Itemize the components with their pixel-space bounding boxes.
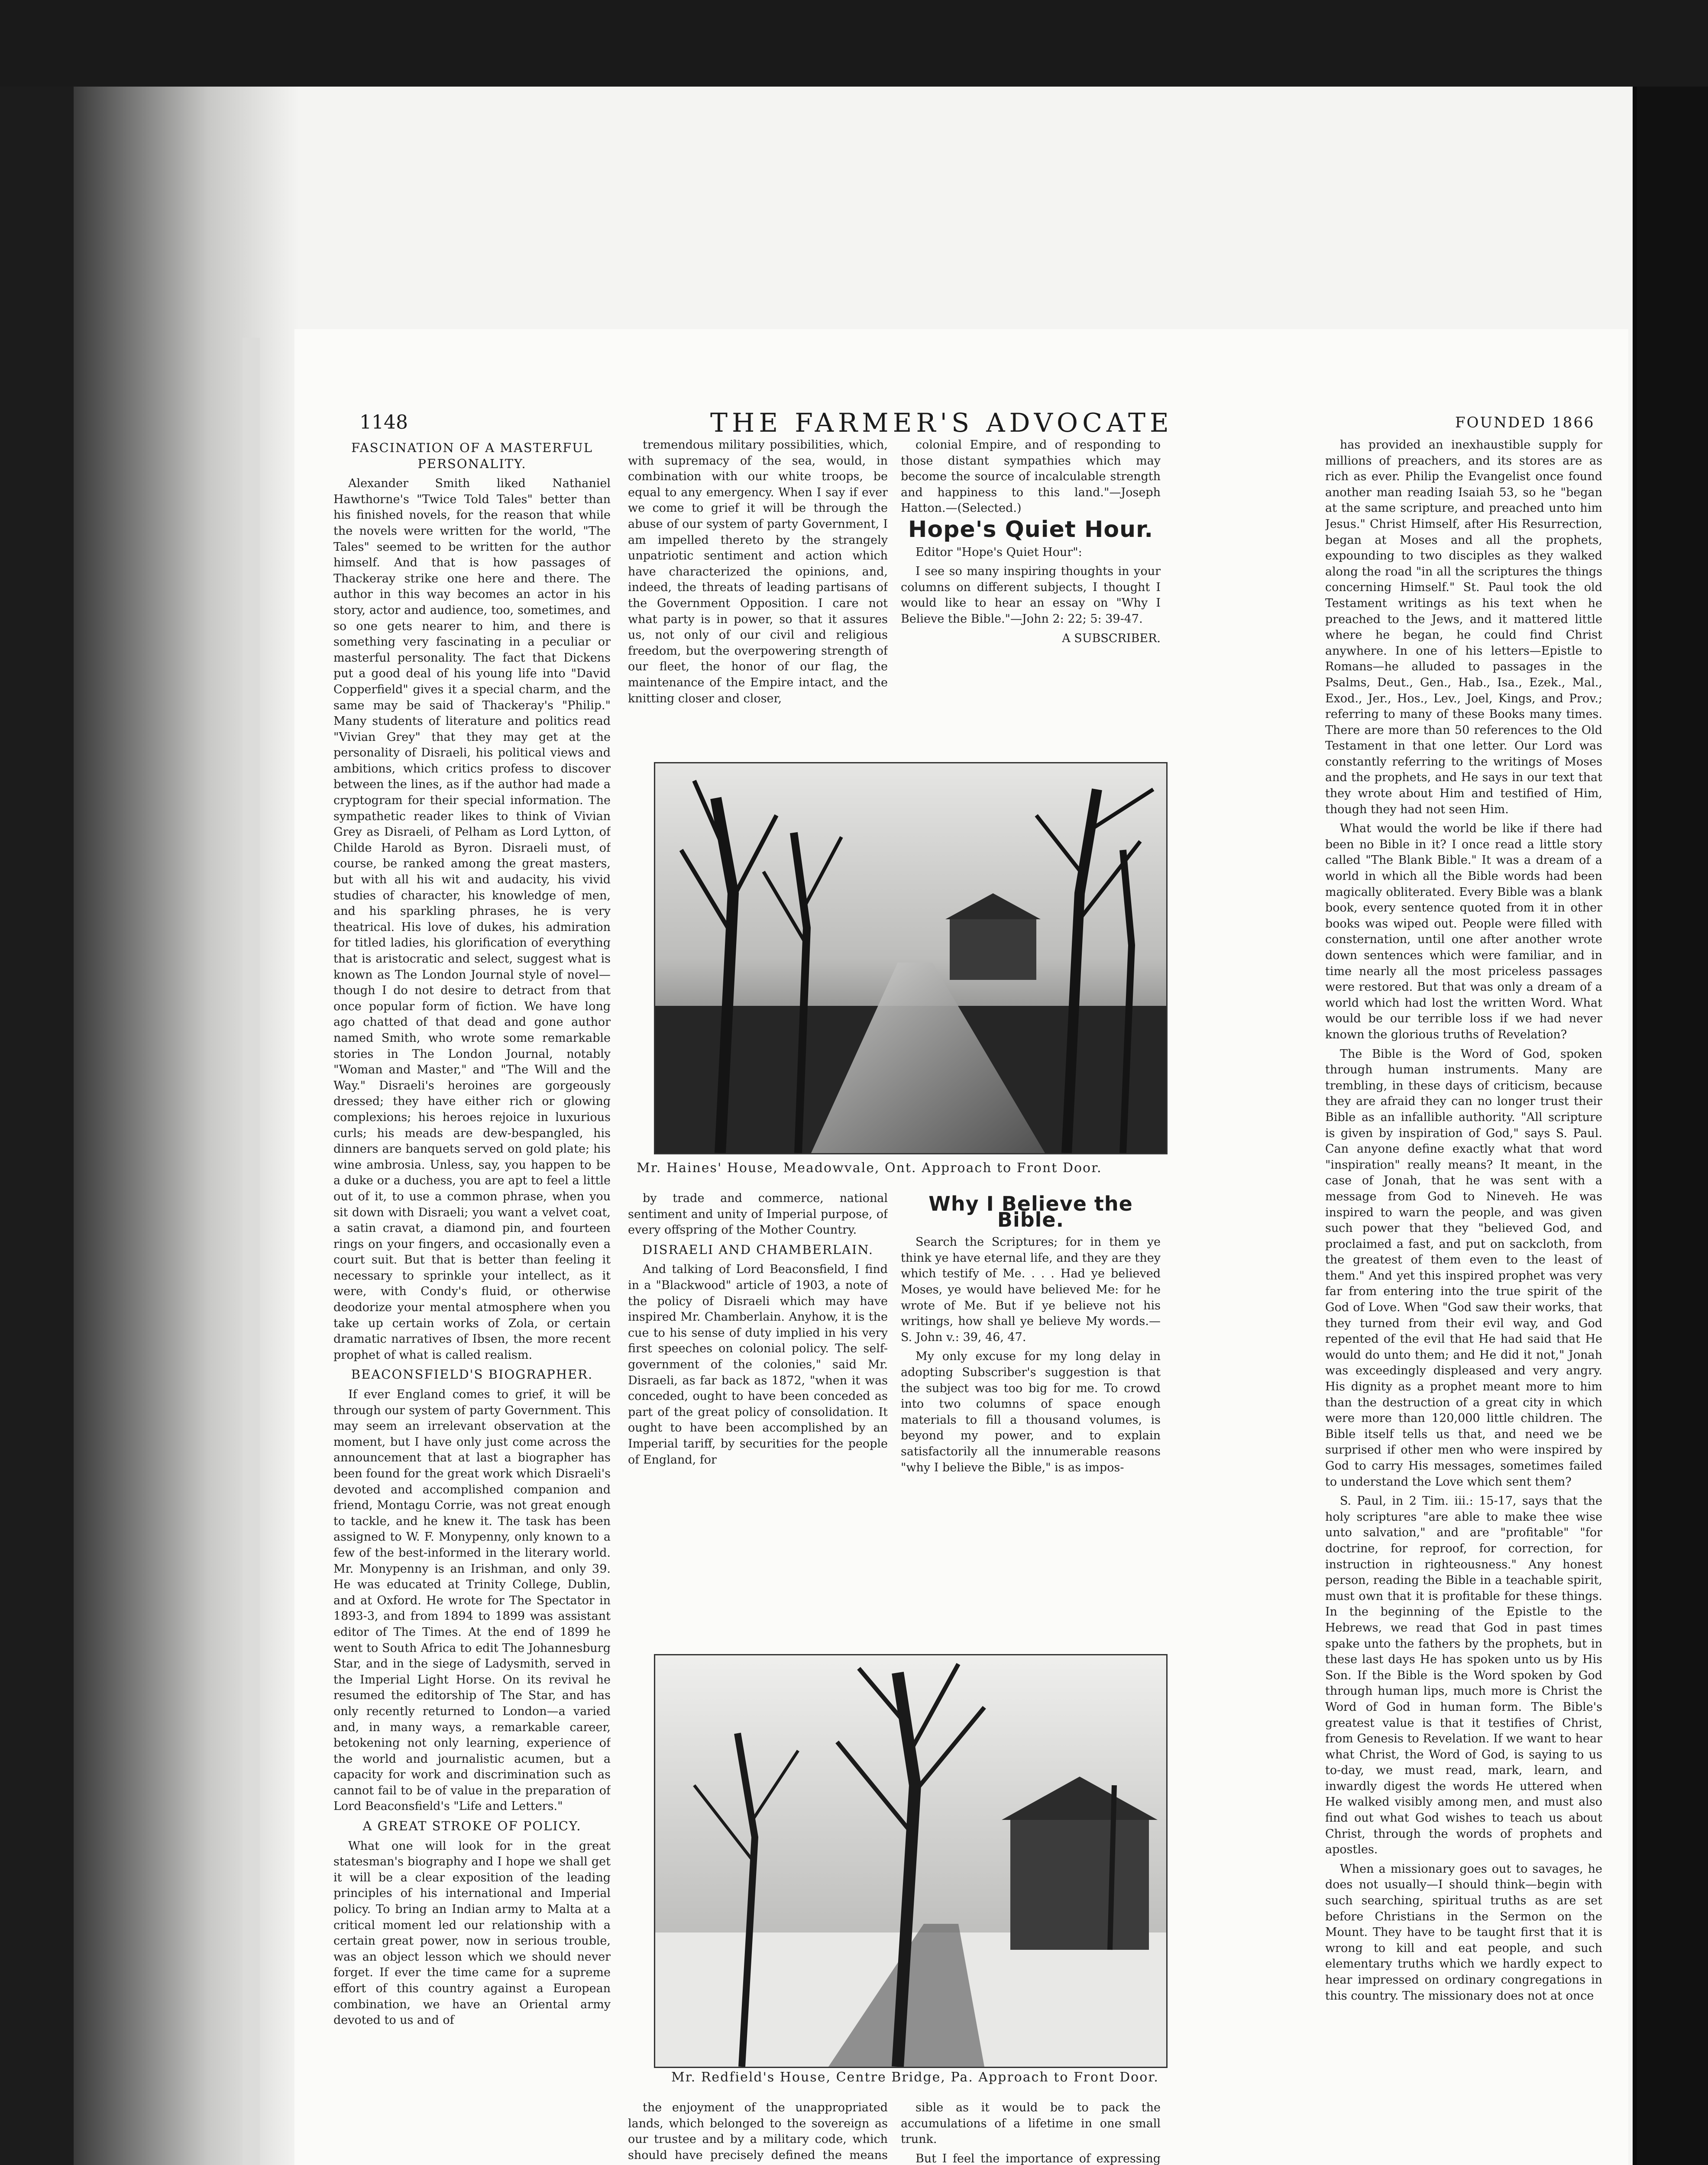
article-paragraph: sible as it would be to pack the accumulations of a lifetime in one small trunk. (901, 2101, 1161, 2146)
article-title-fascination: FASCINATION OF A MASTERFUL PERSONALITY. (351, 440, 593, 471)
letter-byline: A SUBSCRIBER. (1062, 631, 1161, 645)
column-1 (333, 437, 611, 2165)
masthead: THE FARMER'S ADVOCATE (710, 408, 1173, 438)
article-paragraph: by trade and commerce, national sentiment and unity of Imperial purpose, of every offspring of the Mother Country. (628, 1192, 888, 1237)
subhead-beaconsfield: BEACONSFIELD'S BIOGRAPHER. (351, 1367, 593, 1382)
article-paragraph: Alexander Smith liked Nathaniel Hawthorne's "Twice Told Tales" better than his finished novels, for the reason that while the novels were written for the world, "The Tales" seemed to be written for the author himself. And that is how passages of Thackeray strike one here and there. The author in this way becomes an actor in his story, actor and audience, too, sometimes, and so one gets nearer to him, and there is something very fascinating in a peculiar or masterful personality. The fact that Dickens put a good deal of his young life into "David Copperfield" gives it a special charm, and the same may be said of Thackeray's "Philip." Many students of literature and politics read "Vivian Grey" that they may get at the personality of Disraeli, his political views and ambitions, which critics profess to discover between the lines, as if the author had made a cryptogram for their special information. The sympathetic reader likes to think of Vivian Grey as Disraeli, of Pelham as Lord Lytton, of Childe Harold as Byron. Disraeli must, of course, be ranked among the great masters, but with all his wit and audacity, his vivid studies of character, his knowledge of men, and his sparkling phrases, he is very theatrical. His love of dukes, his admiration for titled ladies, his glorification of everything that is aristocratic and select, suggest what is known as The London Journal style of novel—though I do not desire to detract from that once popular form of fiction. We have long ago chatted of that dead and gone author named Smith, who wrote some remarkable stories in The London Journal, notably "Woman and Master," and "The Will and the Way." Disraeli's heroines are gorgeously dressed; they have either rich or glowing complexions; his heroes rejoice in luxurious curls; his meads are dew-bespangled, his dinners are banquets served on gold plate; his wine ambrosia. Unless, say, you happen to be a duke or a duchess, you are apt to feel a little out of it, to use a common phrase, when you sit down with Disraeli; you want a velvet coat, a satin cravat, a diamond pin, and fourteen rings on your fingers, and occasionally even a court suit. But that is better than feeling it necessary to sprinkle your intellect, as it were, with Condy's fluid, or otherwise deodorize your mental atmosphere when you take up certain works of Zola, or certain dramatic narratives of Ibsen, the more recent prophet of what is called realism. (333, 477, 611, 1362)
scripture-quote: Search the Scriptures; for in them ye think ye have eternal life, and they are they which testify of Me. . . . Had ye believed Moses, ye would have believed Me: for he wrote of Me. But if ye believe not his writings, how shall ye believe My words.—S. John v.: 39, 46, 47. (901, 1235, 1161, 1344)
page-stack-edge (243, 338, 260, 2165)
section-heading-why-i-believe: Why I Believe the Bible. (928, 1192, 1133, 1231)
column-3-middle (901, 1191, 1161, 1637)
article-paragraph: What would the world be like if there had been no Bible in it? I once read a little story called "The Blank Bible." It was a dream of a world in which all the Bible words had been magically obliterated. Every Bible was a blank book, every sentence quoted from it in other books was wiped out. People were filled with consternation, until one after another wrote down sentences which were familiar, and in time nearly all the most priceless passages were restored. But that was only a dream of a world which had lost the written Word. What would be our terrible loss if we had never known the glorious truths of Revelation? (1325, 822, 1602, 1041)
article-paragraph: My only excuse for my long delay in adopting Subscriber's suggestion is that the subject was too big for me. To crowd into two columns of space enough materials to fill a thousand volumes, is beyond my power, and to explain satisfactorily all the innumerable reasons "why I believe the Bible," is as impos- (901, 1350, 1161, 1474)
winter-tree-lane-photo (655, 763, 1166, 1153)
photo-redfield-house (654, 1654, 1168, 2068)
newspaper-page (294, 329, 1628, 2165)
letter-salutation: Editor "Hope's Quiet Hour": (915, 545, 1082, 559)
founded-line: FOUNDED 1866 (1455, 414, 1595, 431)
article-paragraph: If ever England comes to grief, it will be through our system of party Government. This may seem an irrelevant observation at the moment, but I have only just come across the announcement that at last a biographer has been found for the great work which Disraeli's devoted and accomplished companion and friend, Montagu Corrie, was not great enough to tackle, and he knew it. The task has been assigned to W. F. Monypenny, only known to a few of the best-informed in the literary world. Mr. Monypenny is an Irishman, and only 39. He was educated at Trinity College, Dublin, and at Oxford. He wrote for The Spectator in 1893-3, and from 1894 to 1899 was assistant editor of The Times. At the end of 1899 he went to South Africa to edit The Johannesburg Star, and in the siege of Ladysmith, served in the Imperial Light Horse. On its revival he resumed the editorship of The Star, and has only recently returned to London—a varied and, in many ways, a remarkable career, betokening not only learning, experience of the world and journalistic acumen, but a capacity for work and discrimination such as cannot fail to be of value in the preparation of Lord Beaconsfield's "Life and Letters." (333, 1388, 611, 1813)
article-paragraph: And talking of Lord Beaconsfield, I find in a "Blackwood" article of 1903, a note of the policy of Disraeli which may have inspired Mr. Chamberlain. Anyhow, it is the cue to his sense of duty implied in his very first speeches on colonial policy. The self-government of the colonies," said Mr. Disraeli, as far back as 1872, "when it was conceded, ought to have been conceded as part of the great policy of consolidation. It ought to have been accomplished by an Imperial tariff, by securities for the people of England, for (628, 1263, 888, 1467)
article-paragraph: But I feel the importance of expressing (915, 2152, 1161, 2165)
article-paragraph: What one will look for in the great statesman's biography and I hope we shall get it will be a clear exposition of the leading principles of his international and Imperial policy. To bring an Indian army to Malta at a critical moment led our relationship with a certain great power, now in serious trouble, was an object lesson which we should never forget. If ever the time came for a supreme effort of this country against a European combination, we have an Oriental army devoted to us and of (333, 1839, 611, 2027)
column-2-middle (628, 1191, 888, 1637)
article-paragraph: tremendous military possibilities, which, with supremacy of the sea, would, in combination with our white troops, be equal to any emergency. When I say if ever we come to grief it will be through the abuse of our system of party Government, I am impelled thereto by the strangely unpatriotic sentiment and action which have characterized the opinions, and, indeed, the threats of leading partisans of the Government Opposition. I care not what party is in power, so that it assures us, not only of our civil and religious freedom, but the overpowering strength of our fleet, the honor of our flag, the maintenance of the Empire intact, and the knitting closer and closer, (628, 438, 888, 705)
photo-caption-haines: Mr. Haines' House, Meadowvale, Ont. Approach to Front Door. (637, 1160, 1102, 1176)
subhead-disraeli-chamberlain: DISRAELI AND CHAMBERLAIN. (642, 1242, 874, 1257)
article-paragraph: colonial Empire, and of responding to those distant sympathies which may become the source of incalculable strength and happiness to this land."—Joseph Hatton.—(Selected.) (901, 438, 1161, 515)
winter-path-photo (655, 1655, 1166, 2067)
column-2-top (628, 437, 888, 749)
photo-caption-redfield: Mr. Redfield's House, Centre Bridge, Pa. Approach to Front Door. (671, 2070, 1159, 2085)
column-2-bottom (628, 2100, 888, 2165)
film-border-right (1637, 87, 1708, 2165)
column-3-bottom (901, 2100, 1161, 2165)
article-paragraph: The Bible is the Word of God, spoken through human instruments. Many are trembling, in these days of criticism, because they are afraid they can no longer trust their Bible as an infallible authority. "All scripture is given by inspiration of God," says S. Paul. Can anyone define exactly what that word "inspiration" really means? It meant, in the case of Jonah, that he was sent with a message from God to Nineveh. He was inspired to warn the people, and was given such power that they "believed God, and proclaimed a fast, and put on sackcloth, from the greatest of them even to the least of them." And yet this inspired prophet was very far from entering into the true spirit of the God of Love. When "God saw their works, that they turned from their evil way, and God repented of the evil that He had said that He would do unto them; and He did it not," Jonah was exceedingly displeased and very angry. His dignity as a prophet meant more to him than the destruction of a great city in which were more than 120,000 little children. The Bible itself tells us that, and need we be surprised if other men who were inspired by God to carry His messages, sometimes failed to understand the Love which sent them? (1325, 1047, 1602, 1489)
column-3-top (901, 437, 1161, 749)
film-border-top (0, 0, 1708, 87)
article-paragraph: S. Paul, in 2 Tim. iii.: 15-17, says that the holy scriptures "are able to make thee wise unto salvation," and are "profitable" "for doctrine, for reproof, for correction, for instruction in righteousness." Any honest person, reading the Bible in a teachable spirit, must own that it is profitable for these things. In the beginning of the Epistle to the Hebrews, we read that God in past times spake unto the fathers by the prophets, but in these last days He has spoken unto us by His Son. If the Bible is the Word spoken by God through human lips, much more is Christ the Word of God in human form. The Bible's greatest value is that it testifies of Christ, from Genesis to Revelation. If we want to hear what Christ, the Word of God, is saying to us to-day, we must read, mark, learn, and inwardly digest the words He uttered when He walked visibly among men, and must also find out what God wishes to teach us about Christ, through the words of prophets and apostles. (1325, 1494, 1602, 1857)
article-paragraph: has provided an inexhaustible supply for millions of preachers, and its stores are as rich as ever. Philip the Evangelist once found another man reading Isaiah 53, so he "began at the same scripture, and preached unto him Jesus." Christ Himself, after His Resurrection, began at Moses and all the prophets, expounding to two disciples as they walked along the road "in all the scriptures the things concerning Himself." St. Paul took the old Testament writings as his text when he preached to the Jews, and it mattered little where he began, he could find Christ anywhere. In one of his letters—Epistle to Romans—he alluded to passages in the Psalms, Deut., Gen., Hab., Isa., Ezek., Mal., Exod., Jer., Hos., Lev., Joel, Kings, and Prov.; referring to many of these Books many times. There are more than 50 references to the Old Testament in that one letter. Our Lord was constantly referring to the writings of Moses and the prophets, and He says in our text that they wrote about Him and testified of Him, though they had not seen Him. (1325, 438, 1602, 816)
page-number: 1148 (359, 411, 408, 433)
article-paragraph: When a missionary goes out to savages, he does not usually—I should think—begin with such searching, spiritual truths as are set before Christians in the Sermon on the Mount. They have to be taught first that it is wrong to kill and eat people, and such elementary truths which we hardly expect to hear impressed on ordinary congregations in this country. The missionary does not at once (1325, 1862, 1602, 2003)
letter-body: I see so many inspiring thoughts in your columns on different subjects, I thought I would like to hear an essay on "Why I Believe the Bible."—John 2: 22; 5: 39-47. (901, 565, 1161, 626)
section-heading-hopes-quiet-hour: Hope's Quiet Hour. (908, 516, 1154, 543)
column-4 (1325, 437, 1602, 2165)
page-stack-shadow (74, 87, 299, 2165)
film-border-left (0, 87, 74, 2165)
subhead-great-stroke: A GREAT STROKE OF POLICY. (362, 1819, 582, 1834)
article-paragraph: the enjoyment of the unappropriated lands, which belonged to the sovereign as our trustee and by a military code, which should have precisely defined the means (628, 2101, 888, 2162)
photo-haines-house (654, 762, 1168, 1154)
